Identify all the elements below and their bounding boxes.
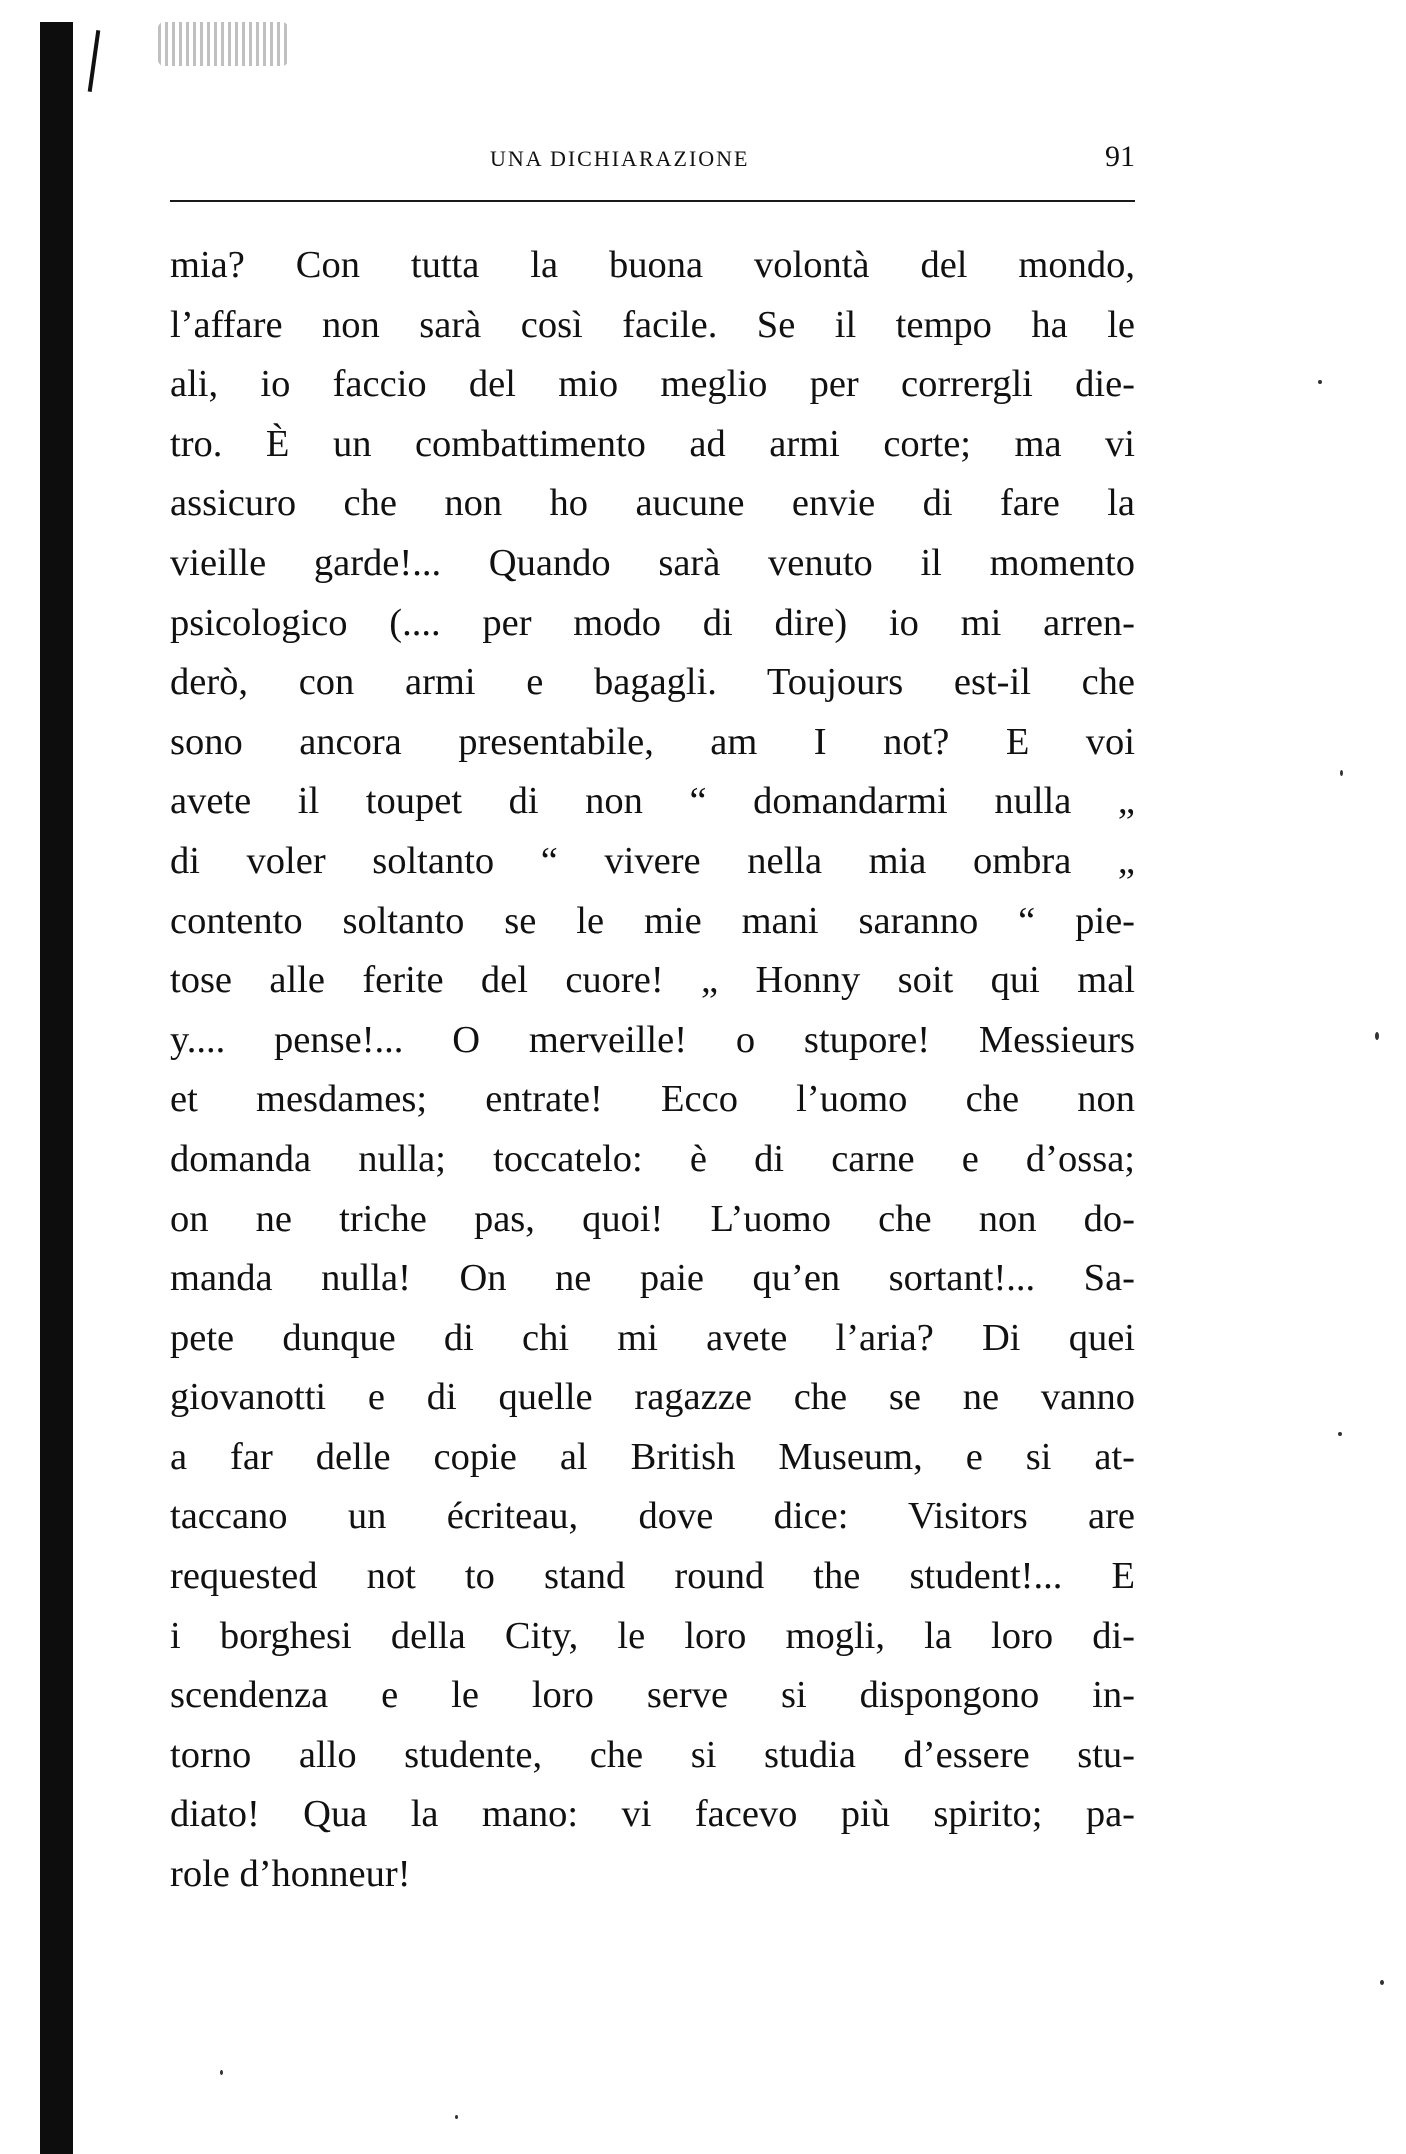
text-line: mia? Con tutta la buona volontà del mondo, bbox=[170, 244, 1135, 286]
text-line: sono ancora presentabile, am I not? E voi bbox=[170, 720, 1135, 763]
text-line: domanda nulla; toccatelo: è di carne e d’ossa; bbox=[170, 1137, 1135, 1180]
text-line: requested not to stand round the student!... E bbox=[170, 1555, 1135, 1598]
body-text bbox=[170, 236, 1135, 1905]
text-line: assicuro che non ho aucune envie di fare la bbox=[170, 482, 1135, 525]
text-line: contento soltanto se le mie mani saranno “ pie- bbox=[170, 899, 1135, 942]
text-line: vieille garde!... Quando sarà venuto il momento bbox=[170, 541, 1135, 584]
scan-speck bbox=[1340, 770, 1343, 776]
text-line: scendenza e le loro serve si dispongono in- bbox=[170, 1674, 1135, 1717]
text-line: psicologico (.... per modo di dire) io mi arren- bbox=[170, 601, 1135, 644]
scan-speck bbox=[1338, 1432, 1342, 1436]
text-line: di voler soltanto “ vivere nella mia ombra „ bbox=[170, 839, 1135, 882]
text-line-last: role d’honneur! bbox=[170, 1853, 411, 1896]
text-line: a far delle copie al British Museum, e si at- bbox=[170, 1435, 1135, 1478]
text-line: pete dunque di chi mi avete l’aria? Di quei bbox=[170, 1316, 1135, 1359]
page-number: 91 bbox=[1105, 140, 1135, 173]
text-line: i borghesi della City, le loro mogli, la loro di- bbox=[170, 1614, 1135, 1657]
text-line: torno allo studente, che si studia d’essere stu- bbox=[170, 1733, 1135, 1776]
pen-mark bbox=[88, 30, 101, 92]
text-line: et mesdames; entrate! Ecco l’uomo che non bbox=[170, 1078, 1135, 1121]
text-line: diato! Qua la mano: vi facevo più spirito; pa- bbox=[170, 1793, 1135, 1836]
text-line: y.... pense!... O merveille! o stupore! Messieurs bbox=[170, 1018, 1135, 1061]
scan-speck bbox=[1318, 380, 1322, 384]
header-rule bbox=[170, 200, 1135, 202]
text-line: avete il toupet di non “ domandarmi nulla „ bbox=[170, 780, 1135, 823]
scan-speck bbox=[455, 2115, 458, 2119]
binding-edge bbox=[40, 22, 73, 2154]
library-stamp-smudge bbox=[158, 22, 288, 66]
running-head bbox=[170, 140, 1135, 180]
text-line: giovanotti e di quelle ragazze che se ne vanno bbox=[170, 1376, 1135, 1419]
scan-speck bbox=[1380, 1980, 1384, 1985]
text-line: l’affare non sarà così facile. Se il tempo ha le bbox=[170, 303, 1135, 346]
scan-speck bbox=[1375, 1032, 1379, 1040]
text-line: taccano un écriteau, dove dice: Visitors are bbox=[170, 1495, 1135, 1538]
text-line: manda nulla! On ne paie qu’en sortant!... Sa- bbox=[170, 1257, 1135, 1300]
text-line: tro. È un combattimento ad armi corte; ma vi bbox=[170, 422, 1135, 465]
text-line: ali, io faccio del mio meglio per corrergli die- bbox=[170, 363, 1135, 406]
running-head-title: UNA DICHIARAZIONE bbox=[490, 146, 750, 171]
scan-speck bbox=[220, 2070, 223, 2075]
text-line: on ne triche pas, quoi! L’uomo che non do- bbox=[170, 1197, 1135, 1240]
text-line: derò, con armi e bagagli. Toujours est-il che bbox=[170, 661, 1135, 704]
text-line: tose alle ferite del cuore! „ Honny soit qui mal bbox=[170, 959, 1135, 1002]
